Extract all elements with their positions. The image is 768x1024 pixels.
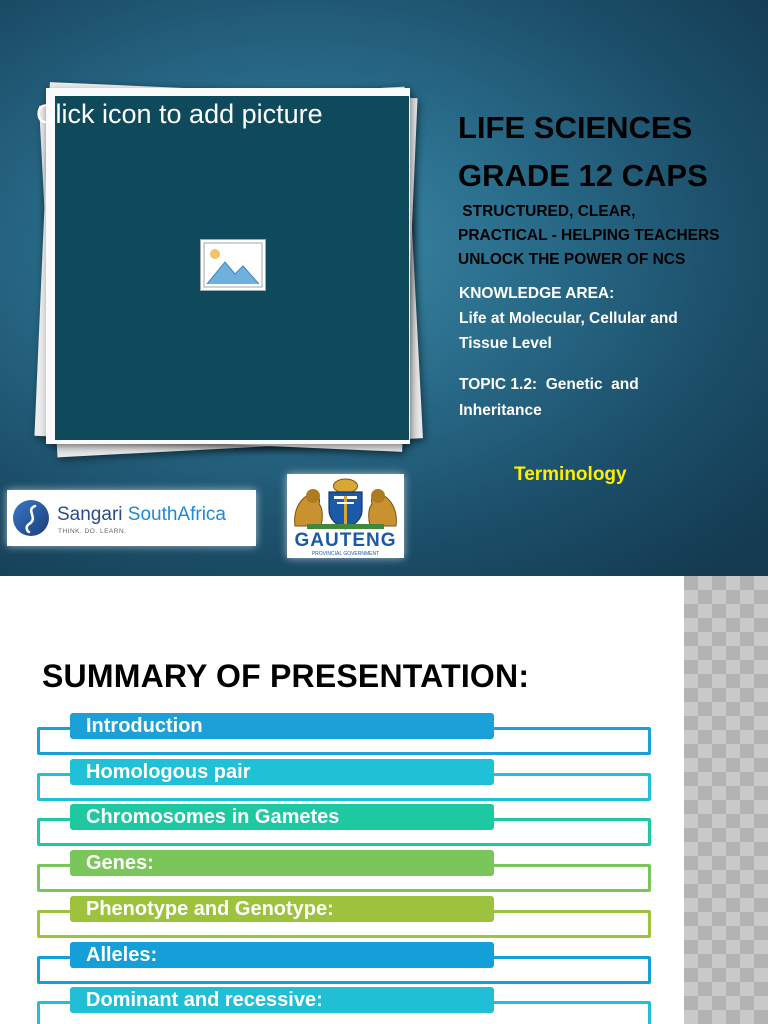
list-item [37, 804, 649, 852]
list-item [37, 850, 649, 898]
topic-line: TOPIC 1.2: Genetic and [459, 376, 639, 393]
topic [459, 372, 719, 424]
item-label: Introduction [70, 713, 494, 739]
subtitle-line: UNLOCK THE POWER OF NCS [458, 251, 686, 268]
subtitle-line: PRACTICAL - HELPING TEACHERS [458, 227, 720, 244]
placeholder-prompt: Click icon to add picture [36, 99, 323, 129]
sangari-swirl-icon [11, 498, 51, 538]
presentation-title [458, 104, 708, 200]
list-item [37, 987, 649, 1024]
list-item [37, 942, 649, 990]
sangari-name: Sangari [57, 504, 123, 525]
topic-line: Inheritance [459, 402, 542, 419]
title-line: GRADE 12 CAPS [458, 158, 708, 193]
decorative-pattern-strip [684, 576, 768, 1024]
insert-picture-icon[interactable] [200, 239, 266, 291]
summary-slide [0, 576, 768, 1024]
list-item [37, 896, 649, 944]
item-label: Phenotype and Genotype: [70, 896, 494, 922]
list-item [37, 759, 649, 807]
sangari-logo [7, 490, 256, 546]
knowledge-label: KNOWLEDGE AREA: [459, 285, 615, 302]
item-label: Homologous pair [70, 759, 494, 785]
knowledge-line: Life at Molecular, Cellular and [459, 310, 678, 327]
gauteng-wordmark: GAUTENG [294, 530, 397, 551]
subtitle-line: STRUCTURED, CLEAR, [458, 203, 636, 220]
summary-title: SUMMARY OF PRESENTATION: [42, 658, 530, 694]
gauteng-logo [287, 474, 404, 558]
sangari-tagline: THINK. DO. LEARN. [58, 528, 127, 535]
item-label: Chromosomes in Gametes [70, 804, 494, 830]
item-label: Genes: [70, 850, 494, 876]
list-item [37, 713, 649, 761]
title-line: LIFE SCIENCES [458, 110, 693, 145]
knowledge-line: Tissue Level [459, 335, 552, 352]
terminology-heading: Terminology [514, 464, 627, 485]
gauteng-subtitle: PROVINCIAL GOVERNMENT [311, 551, 380, 557]
sangari-wordmark [57, 504, 226, 526]
item-label: Alleles: [70, 942, 494, 968]
item-label: Dominant and recessive: [70, 987, 494, 1013]
knowledge-area [459, 281, 749, 356]
southafrica-name: SouthAfrica [127, 504, 227, 525]
presentation-subtitle [458, 200, 748, 272]
coat-of-arms-icon [287, 476, 404, 530]
